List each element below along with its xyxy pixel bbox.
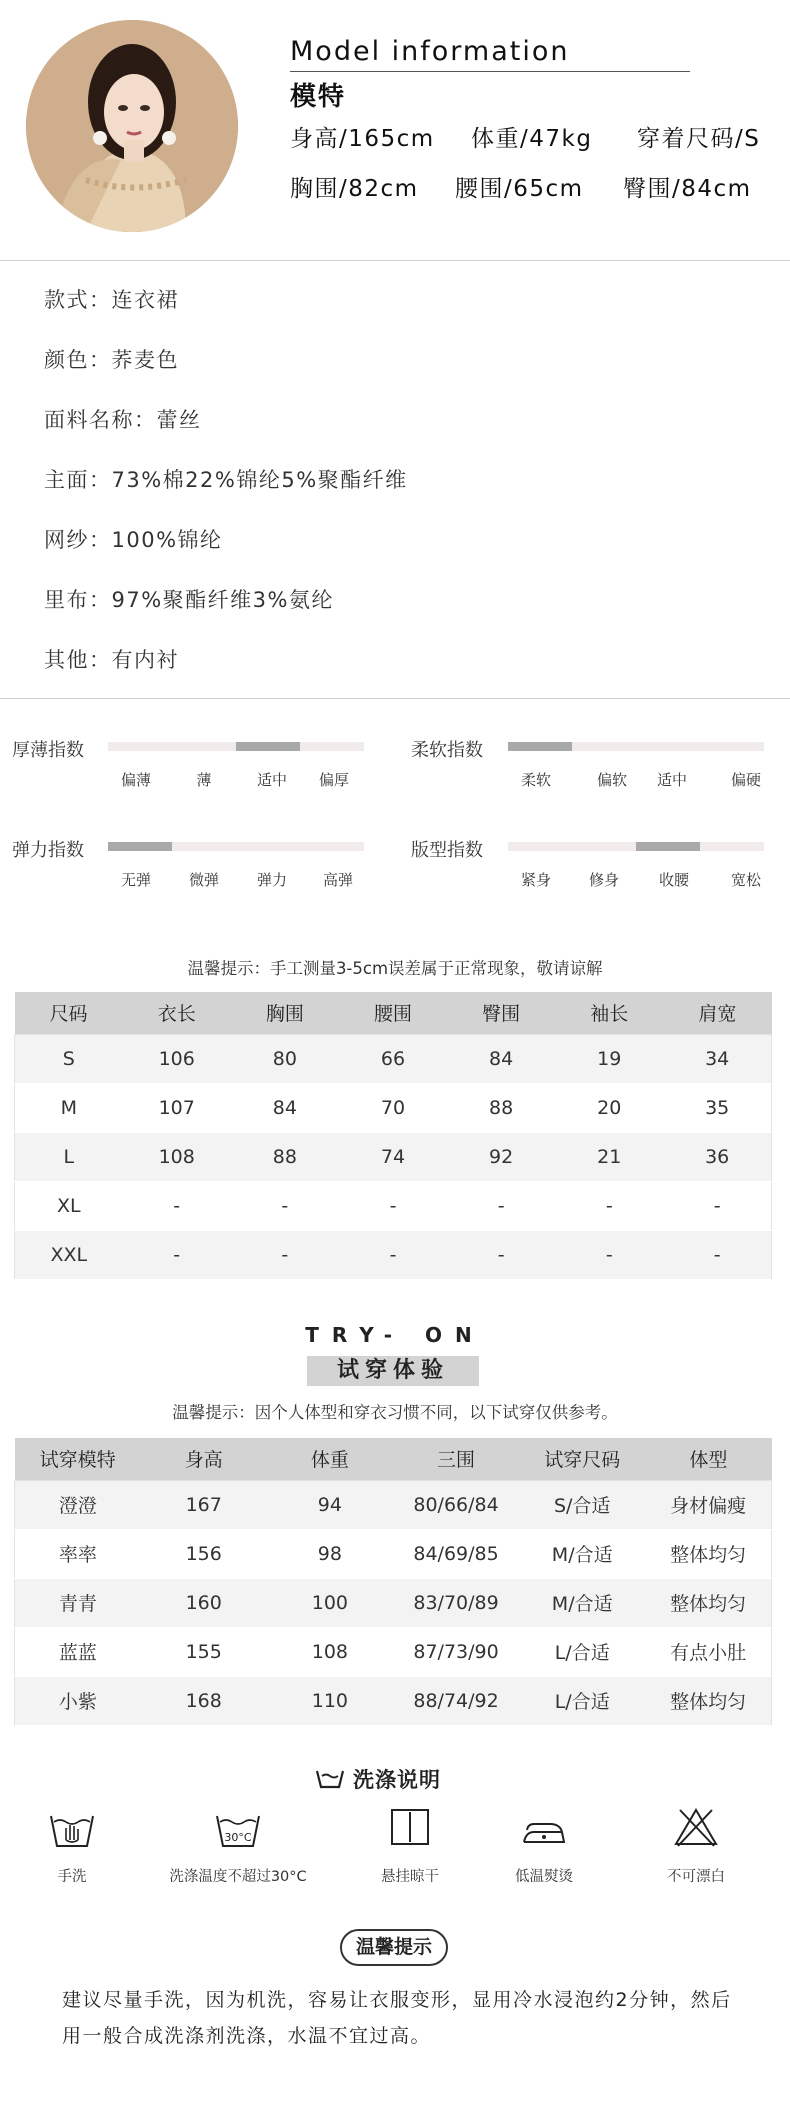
table-cell: 160 (141, 1578, 267, 1627)
wash-instructions-title: 洗涤说明 (353, 1768, 441, 1792)
thickness-tick: 偏薄 (120, 771, 152, 789)
column-header: 胸围 (231, 992, 339, 1034)
column-header: 臀围 (447, 992, 555, 1034)
table-cell: 106 (123, 1034, 231, 1083)
table-cell: - (339, 1230, 447, 1279)
thickness-tick: 偏厚 (318, 771, 350, 789)
softness-index-label: 柔软指数 (411, 740, 483, 761)
table-cell: M/合适 (519, 1529, 645, 1578)
column-header: 袖长 (555, 992, 663, 1034)
table-cell: 70 (339, 1083, 447, 1132)
spec-style: 款式：连衣裙 (44, 288, 179, 312)
model-bust: 胸围/82cm (290, 176, 419, 202)
table-cell: 澄澄 (15, 1480, 141, 1529)
tryon-table-header-row (15, 1438, 772, 1480)
table-cell: - (231, 1230, 339, 1279)
table-cell: 156 (141, 1529, 267, 1578)
table-cell: 74 (339, 1132, 447, 1181)
table-cell: 34 (663, 1034, 771, 1083)
table-cell: XL (15, 1181, 123, 1230)
model-info-subtitle: 模特 (290, 82, 347, 112)
elasticity-index-bar (108, 842, 364, 851)
table-cell: 身材偏瘦 (645, 1480, 771, 1529)
table-cell: 整体均匀 (645, 1529, 771, 1578)
column-header: 腰围 (339, 992, 447, 1034)
wash-30-icon (214, 1808, 262, 1852)
table-cell: 88 (231, 1132, 339, 1181)
fit-index-level (636, 842, 700, 851)
softness-tick: 适中 (656, 771, 688, 789)
table-cell: 青青 (15, 1578, 141, 1627)
softness-tick: 柔软 (520, 771, 552, 789)
thickness-tick: 适中 (256, 771, 288, 789)
wash-label-hang-dry: 悬挂晾干 (381, 1869, 439, 1885)
wash-label-no-bleach: 不可漂白 (667, 1869, 725, 1885)
table-cell: 19 (555, 1034, 663, 1083)
elasticity-index-label: 弹力指数 (12, 840, 84, 861)
table-cell: - (663, 1230, 771, 1279)
table-cell: 80 (231, 1034, 339, 1083)
table-cell: M (15, 1083, 123, 1132)
elasticity-index-level (108, 842, 172, 851)
table-cell: 80/66/84 (393, 1480, 519, 1529)
table-cell: 蓝蓝 (15, 1627, 141, 1676)
softness-index-bar (508, 742, 764, 751)
table-row (15, 1529, 772, 1578)
table-cell: 107 (123, 1083, 231, 1132)
table-cell: 84 (447, 1034, 555, 1083)
title-underline (290, 71, 690, 72)
model-photo (26, 20, 238, 232)
model-weight: 体重/47kg (471, 126, 593, 152)
tryon-note: 温馨提示：因个人体型和穿衣习惯不同，以下试穿仅供参考。 (172, 1403, 618, 1422)
no-bleach-icon (672, 1806, 720, 1850)
table-cell: L/合适 (519, 1627, 645, 1676)
table-cell: 21 (555, 1132, 663, 1181)
spec-fabric-name: 面料名称：蕾丝 (44, 408, 202, 432)
table-cell: 整体均匀 (645, 1578, 771, 1627)
wash-label-hand-wash: 手洗 (57, 1869, 87, 1885)
table-cell: 108 (123, 1132, 231, 1181)
elasticity-tick: 无弹 (120, 871, 152, 889)
table-cell: - (231, 1181, 339, 1230)
table-cell: 小紫 (15, 1676, 141, 1725)
tips-text: 建议尽量手洗，因为机洗，容易让衣服变形，显用冷水浸泡约2分钟，然后用一般合成洗涤剂洗涤，水温不宜过高。 (62, 1989, 732, 2047)
table-cell: 92 (447, 1132, 555, 1181)
elasticity-tick: 高弹 (322, 871, 354, 889)
spec-other: 其他：有内衬 (44, 648, 179, 672)
hand-wash-icon (48, 1808, 96, 1852)
spec-mesh: 网纱：100%锦纶 (44, 528, 223, 552)
size-table-header-row (15, 992, 772, 1034)
tips-title: 温馨提示 (340, 1929, 448, 1966)
table-row (15, 1676, 772, 1725)
fit-tick: 收腰 (658, 871, 690, 889)
wash-temp-label: 30°C (224, 1831, 252, 1844)
table-cell: 167 (141, 1480, 267, 1529)
tryon-title-zh: 试穿体验 (307, 1356, 479, 1386)
table-cell: - (663, 1181, 771, 1230)
column-header: 尺码 (15, 992, 123, 1034)
table-cell: 110 (267, 1676, 393, 1725)
column-header: 体型 (645, 1438, 771, 1480)
wash-label-low-iron: 低温熨烫 (515, 1869, 573, 1885)
table-row (15, 1181, 772, 1230)
spec-color: 颜色：荞麦色 (44, 348, 179, 372)
table-row (15, 1578, 772, 1627)
spec-main-fabric: 主面：73%棉22%锦纶5%聚酯纤维 (44, 468, 408, 492)
column-header: 体重 (267, 1438, 393, 1480)
table-row (15, 1627, 772, 1676)
fit-index-bar (508, 842, 764, 851)
size-table (14, 992, 772, 1280)
table-row (15, 1034, 772, 1083)
table-row (15, 1083, 772, 1132)
table-cell: 66 (339, 1034, 447, 1083)
thickness-index-bar (108, 742, 364, 751)
column-header: 试穿尺码 (519, 1438, 645, 1480)
table-row (15, 1480, 772, 1529)
section-divider (0, 698, 790, 699)
table-cell: 155 (141, 1627, 267, 1676)
table-cell: 87/73/90 (393, 1627, 519, 1676)
table-row (15, 1230, 772, 1279)
table-cell: 有点小肚 (645, 1627, 771, 1676)
softness-index-level (508, 742, 572, 751)
section-divider (0, 260, 790, 261)
table-cell: L/合适 (519, 1676, 645, 1725)
table-cell: - (123, 1230, 231, 1279)
table-cell: - (123, 1181, 231, 1230)
table-cell: 168 (141, 1676, 267, 1725)
table-cell: 94 (267, 1480, 393, 1529)
table-cell: 84/69/85 (393, 1529, 519, 1578)
fit-tick: 宽松 (730, 871, 762, 889)
table-row (15, 1132, 772, 1181)
low-iron-icon (520, 1810, 568, 1854)
size-table-note: 温馨提示：手工测量3-5cm误差属于正常现象，敬请谅解 (187, 959, 603, 978)
table-cell: - (447, 1230, 555, 1279)
thickness-tick: 薄 (196, 771, 212, 789)
wash-label-temp: 洗涤温度不超过30°C (169, 1869, 307, 1885)
table-cell: - (555, 1181, 663, 1230)
column-header: 衣长 (123, 992, 231, 1034)
table-cell: 20 (555, 1083, 663, 1132)
table-cell: - (555, 1230, 663, 1279)
model-waist: 腰围/65cm (455, 176, 584, 202)
model-info-title: Model information (290, 36, 570, 67)
model-portrait-image (26, 20, 238, 232)
table-cell: S/合适 (519, 1480, 645, 1529)
wash-instructions-heading (315, 1762, 441, 1796)
softness-tick: 偏硬 (730, 771, 762, 789)
table-cell: S (15, 1034, 123, 1083)
model-hip: 臀围/84cm (623, 176, 752, 202)
softness-tick: 偏软 (596, 771, 628, 789)
wash-basin-icon (315, 1768, 345, 1790)
table-cell: 率率 (15, 1529, 141, 1578)
table-cell: XXL (15, 1230, 123, 1279)
thickness-index-label: 厚薄指数 (12, 740, 84, 761)
column-header: 身高 (141, 1438, 267, 1480)
thickness-index-level (236, 742, 300, 751)
table-cell: 36 (663, 1132, 771, 1181)
table-cell: 108 (267, 1627, 393, 1676)
table-cell: 98 (267, 1529, 393, 1578)
hang-dry-icon (386, 1806, 434, 1850)
table-cell: 整体均匀 (645, 1676, 771, 1725)
elasticity-tick: 弹力 (256, 871, 288, 889)
elasticity-tick: 微弹 (188, 871, 220, 889)
table-cell: M/合适 (519, 1578, 645, 1627)
table-cell: 83/70/89 (393, 1578, 519, 1627)
column-header: 肩宽 (663, 992, 771, 1034)
model-size-worn: 穿着尺码/S (637, 126, 761, 152)
table-cell: 84 (231, 1083, 339, 1132)
table-cell: 88/74/92 (393, 1676, 519, 1725)
spec-lining: 里布：97%聚酯纤维3%氨纶 (44, 588, 334, 612)
model-height: 身高/165cm (290, 126, 435, 152)
table-cell: 35 (663, 1083, 771, 1132)
fit-index-label: 版型指数 (411, 840, 483, 861)
table-cell: - (339, 1181, 447, 1230)
table-cell: 88 (447, 1083, 555, 1132)
column-header: 三围 (393, 1438, 519, 1480)
fit-tick: 修身 (588, 871, 620, 889)
table-cell: - (447, 1181, 555, 1230)
tryon-title-en: TRY- ON (305, 1323, 485, 1347)
tryon-table (14, 1438, 772, 1726)
table-cell: 100 (267, 1578, 393, 1627)
table-cell: L (15, 1132, 123, 1181)
fit-tick: 紧身 (520, 871, 552, 889)
model-info-section (0, 0, 790, 260)
column-header: 试穿模特 (15, 1438, 141, 1480)
